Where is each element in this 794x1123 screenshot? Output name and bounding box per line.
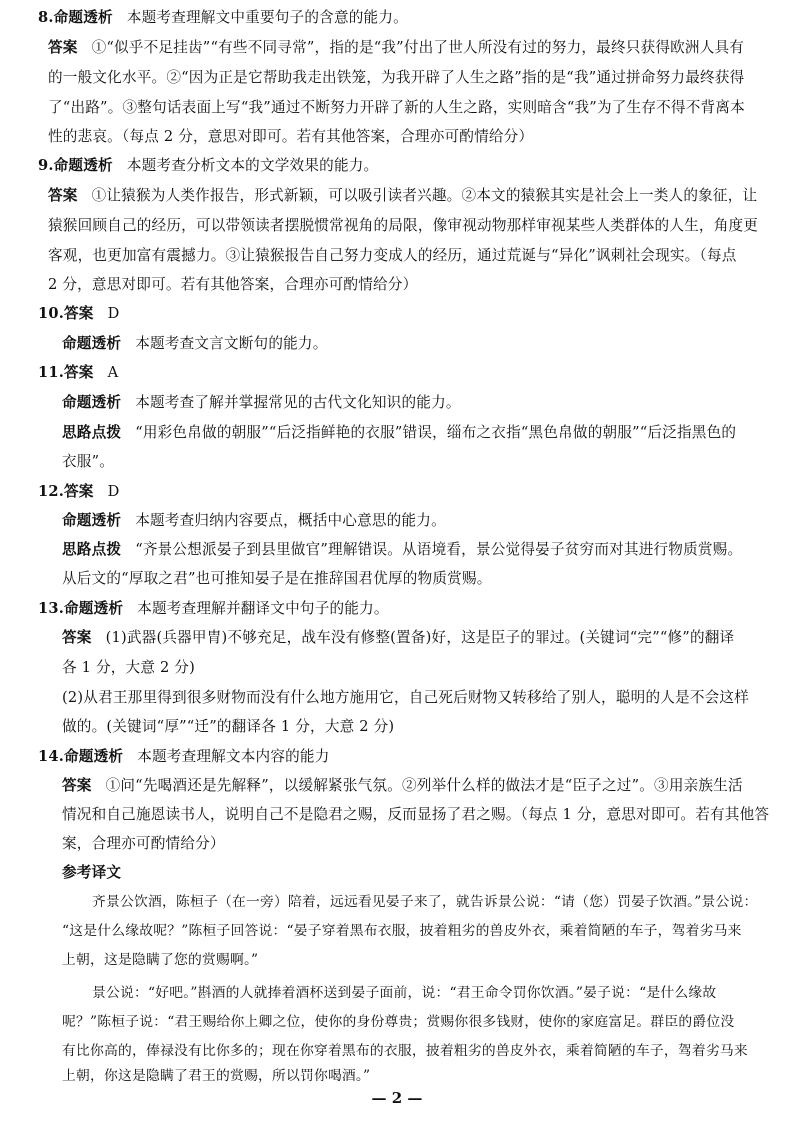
q8-number: 8. — [38, 9, 54, 26]
q14-answer-line-2: 情况和自己施恩读书人，说明自己不是隐君之赐，反而显扬了君之赐。（每点 1 分，意思对即可。若有其他答 — [62, 806, 770, 823]
q9-answer-line-4: 2 分，意思对即可。若有其他答案，合理亦可酌情给分） — [48, 276, 418, 293]
q13-answer-line-2: 各 1 分，大意 2 分) — [62, 659, 195, 676]
translation-line-3: 上朝，这是隐瞒了您的赏赐啊。” — [62, 952, 259, 968]
q9-header — [38, 156, 378, 176]
page-number: — 2 — — [371, 1089, 423, 1107]
translation-line-4: 景公说：“好吧。”斟酒的人就捧着酒杯送到晏子面前，说：“君王命令罚你饮酒。”晏子说：“是什么缘故 — [92, 985, 717, 1001]
q8-answer-line-1: 答案 ①“似乎不足挂齿”“有些不同寻常”，指的是“我”付出了世人所没有过的努力，最终只获得欧洲人具有 — [48, 39, 745, 56]
q9-answer-label: 答案 — [48, 187, 78, 204]
q11-tip-label: 思路点拨 — [62, 424, 122, 441]
q13-header — [38, 599, 389, 619]
q11-number: 11. — [38, 364, 64, 381]
q11-answer-label: 答案 — [64, 364, 94, 381]
q8-answer-line-3: 了“出路”。③整句话表面上写“我”通过不断努力开辟了新的人生之路，实则暗含“我”为了生存不得不背离本 — [48, 99, 745, 116]
q10-tag-line — [62, 334, 328, 354]
q9-answer-line-1: 答案 ①让猿猴为人类作报告，形式新颖，可以吸引读者兴趣。②本文的猿猴其实是社会上一类人的象征，让 — [48, 187, 758, 204]
q12-tip-label: 思路点拨 — [62, 541, 122, 558]
q13-tag-text: 本题考查理解并翻译文中句子的能力。 — [137, 600, 389, 617]
q12-tip-line-2: 从后文的“厚取之君”也可推知晏子是在推辞国君优厚的物质赏赐。 — [62, 570, 492, 587]
q12-answer: D — [107, 483, 120, 500]
q11-tip-line-1: 思路点拨 “用彩色帛做的朝服”“后泛指鲜艳的衣服”错误，缁布之衣指“黑色帛做的朝服”“后泛指黑色的 — [62, 424, 737, 441]
q10-answer: D — [107, 305, 120, 322]
q14-tag-text: 本题考查理解文本内容的能力 — [137, 748, 330, 765]
q8-answer-label: 答案 — [48, 39, 78, 56]
q10-header — [38, 304, 120, 324]
q13-answer-line-3: (2)从君王那里得到很多财物而没有什么地方施用它，自己死后财物又转移给了别人，聪明的人是不会这样 — [62, 689, 749, 706]
q9-tag-text: 本题考查分析文本的文学效果的能力。 — [126, 157, 379, 174]
q8-tag: 命题透析 — [53, 9, 113, 26]
q9-number: 9. — [38, 157, 54, 174]
q13-answer-line-4: 做的。(关键词“厚”“迁”的翻译各 1 分，大意 2 分) — [62, 718, 395, 735]
q13-number: 13. — [38, 600, 64, 617]
q10-answer-label: 答案 — [64, 305, 94, 322]
q10-tag: 命题透析 — [62, 335, 122, 352]
q12-answer-label: 答案 — [64, 483, 94, 500]
q10-number: 10. — [38, 305, 64, 322]
q12-tag: 命题透析 — [62, 512, 122, 529]
q12-number: 12. — [38, 483, 64, 500]
q11-tag-text: 本题考查了解并掌握常见的古代文化知识的能力。 — [135, 394, 461, 411]
q12-tag-line — [62, 511, 446, 531]
reference-translation-label: 参考译文 — [62, 864, 122, 881]
q8-header — [38, 8, 408, 28]
q14-tag: 命题透析 — [64, 748, 124, 765]
q11-header — [38, 363, 118, 383]
q11-answer: A — [107, 364, 119, 381]
translation-line-7: 上朝，你这是隐瞒了君王的赏赐，所以罚你喝酒。” — [62, 1068, 371, 1084]
q14-answer-line-3: 案，合理亦可酌情给分） — [62, 835, 225, 852]
q9-tag: 命题透析 — [53, 157, 113, 174]
translation-line-6: 有比你高的，俸禄没有比你多的；现在你穿着黑布的衣服，披着粗劣的兽皮外衣，乘着简陋的车子，驾着劣马来 — [62, 1043, 748, 1059]
q8-tag-text: 本题考查理解文中重要句子的含意的能力。 — [126, 9, 408, 26]
translation-line-5: 呢？”陈桓子说：“君王赐给你上卿之位，使你的身份尊贵；赏赐你很多钱财，使你的家庭富足。群臣的爵位没 — [62, 1014, 735, 1030]
q8-answer-line-4: 性的悲哀。（每点 2 分，意思对即可。若有其他答案，合理亦可酌情给分） — [48, 128, 534, 145]
q8-answer-line-2: 的一般文化水平。②“因为正是它帮助我走出铁笼，为我开辟了人生之路”指的是“我”通过拼命努力最终获得 — [48, 69, 745, 86]
q13-tag: 命题透析 — [64, 600, 124, 617]
q12-header — [38, 482, 120, 502]
q10-tag-text: 本题考查文言文断句的能力。 — [135, 335, 328, 352]
q11-tag: 命题透析 — [62, 394, 122, 411]
q13-answer-label: 答案 — [62, 629, 92, 646]
q13-answer-line-1: 答案 (1)武器(兵器甲胄)不够充足，战车没有修整(置备)好，这是臣子的罪过。(关键词“完”“修”的翻译 — [62, 629, 735, 646]
q9-answer-line-3: 客观，也更加富有震撼力。③让猿猴报告自己努力变成人的经历，通过荒诞与“异化”讽刺社会现实。（每点 — [48, 247, 737, 264]
q11-tag-line — [62, 393, 461, 413]
translation-line-1: 齐景公饮酒，陈桓子（在一旁）陪着，远远看见晏子来了，就告诉景公说：“请（您）罚晏子饮酒。”景公说： — [92, 894, 758, 910]
q14-header — [38, 747, 330, 767]
q14-number: 14. — [38, 748, 64, 765]
q11-tip-line-2: 衣服”。 — [62, 453, 115, 470]
q12-tip-line-1: 思路点拨 “齐景公想派晏子到县里做官”理解错误。从语境看，景公觉得晏子贫穷而对其进行物质赏赐。 — [62, 541, 743, 558]
translation-line-2: “这是什么缘故呢？”陈桓子回答说：“晏子穿着黑布衣服，披着粗劣的兽皮外衣，乘着简陋的车子，驾着劣马来 — [62, 923, 742, 939]
q14-answer-label: 答案 — [62, 777, 92, 794]
q12-tag-text: 本题考查归纳内容要点，概括中心意思的能力。 — [135, 512, 446, 529]
q9-answer-line-2: 猿猴回顾自己的经历，可以带领读者摆脱惯常视角的局限，像审视动物那样审视某些人类群体的人生，角度更 — [48, 217, 759, 234]
q14-answer-line-1: 答案 ①问“先喝酒还是先解释”，以缓解紧张气氛。②列举什么样的做法才是“臣子之过”。③用亲族生活 — [62, 777, 743, 794]
